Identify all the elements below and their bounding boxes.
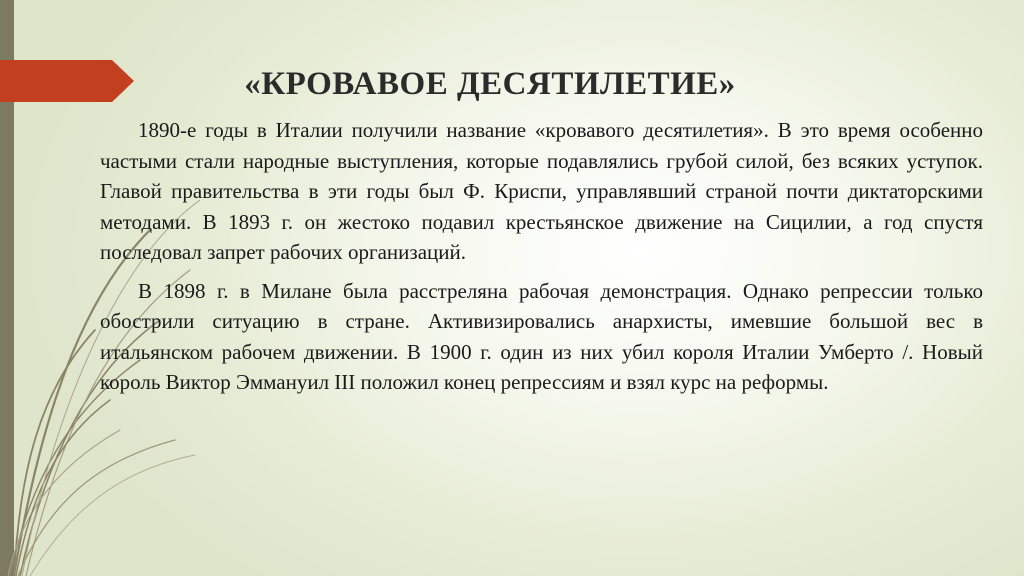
paragraph-1: 1890-е годы в Италии получили название «кровавого десятилетия». В это время особенно частыми стали народные выступления, которые подавлялись грубой силой, без всяких уступок. Главой правительства в эти годы был Ф. Криспи, управлявший страной почти диктаторскими методами. В 1893 г. он жестоко подавил крестьянское движение на Сицилии, а год спустя последовал запрет рабочих организаций. bbox=[100, 118, 983, 264]
slide-body bbox=[100, 115, 983, 406]
slide-title: «КРОВАВОЕ ДЕСЯТИЛЕТИЕ» bbox=[244, 66, 736, 102]
title-arrow-tab bbox=[0, 60, 134, 102]
paragraph-2: В 1898 г. в Милане была расстреляна рабочая демонстрация. Однако репрессии только обострили ситуацию в стране. Активизировались анархисты, имевшие большой вес в итальянском рабочем движении. В 1900 г. один из них убил короля Италии Умберто /. Новый король Виктор Эммануил III положил конец репрессиям и взял курс на реформы. bbox=[100, 278, 983, 394]
